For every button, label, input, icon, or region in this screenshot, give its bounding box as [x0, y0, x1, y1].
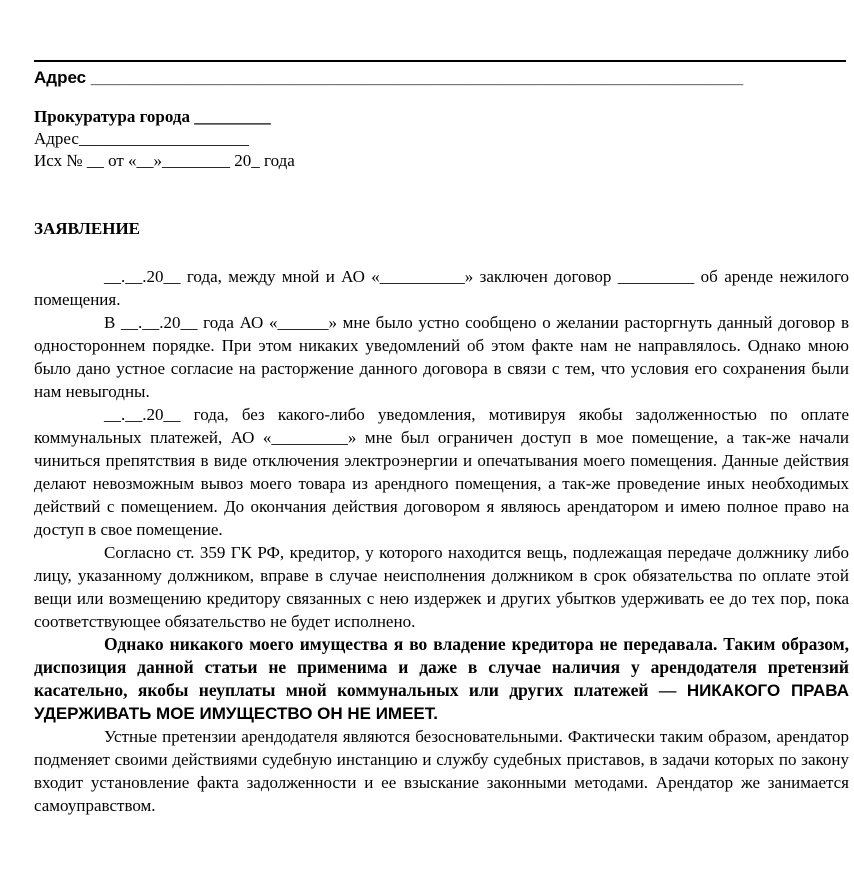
document-body [34, 265, 849, 817]
sender-address-line: Адрес _____________________________________________________________________ [34, 68, 744, 87]
paragraph-2: В __.__.20__ года АО «______» мне было устно сообщено о желании расторгнуть данный договор в одностороннем порядке. При этом никаких уведомлений об этом факте нам не направлялось. Однако мною было дано устное согласие на расторжение данного договора в связи с тем, что условия его сохранения были нам невыгодны. [34, 313, 849, 401]
bold-paragraph-text: Однако никакого моего имущества я во владение кредитора не передавала. Таким образом, диспозиция данной статьи не применима и даже в случае наличия у арендодателя претензий касательно, якобы неуплаты мной коммунальных или других платежей — [34, 634, 849, 700]
recipient-name: Прокуратура города _________ [34, 107, 271, 126]
document-title: ЗАЯВЛЕНИЕ [34, 219, 141, 238]
paragraph-1: __.__.20__ года, между мной и АО «__________» заключен договор _________ об аренде нежилого помещения. [34, 267, 849, 309]
paragraph-final: Устные претензии арендодателя являются безосновательными. Фактически таким образом, арендатор подменяет своими действиями судебную инстанцию и службу судебных приставов, в задачи которых по закону входит установление факта задолженности и ее взыскание законными методами. Арендатор же занимается самоуправством. [34, 727, 849, 815]
recipient-block [34, 106, 849, 172]
paragraph-3: __.__.20__ года, без какого-либо уведомления, мотивируя якобы задолженностью по оплате коммунальных платежей, АО «_________» мне был ограничен доступ в мое помещение, а так-же начали чиниться препятствия в виде отключения электроэнергии и опечатывания моего помещения. Данные действия делают невозможным вывоз моего товара из арендного помещения, а так-же проведение иных необходимых действий с помещением. До окончания действия договором я являюсь арендатором и имею полное право на доступ в свое помещение. [34, 405, 849, 539]
paragraph-4: Согласно ст. 359 ГК РФ, кредитор, у которого находится вещь, подлежащая передаче должнику либо лицу, указанному должником, вправе в случае неисполнения должником в срок обязательства по оплате этой вещи или возмещению кредитору связанных с нею издержек и других убытков удерживать ее до тех пор, пока соответствующее обязательство не будет исполнено. [34, 543, 849, 631]
outgoing-reference: Исх № __ от «__»________ 20_ года [34, 151, 295, 170]
paragraph-bold [34, 633, 849, 725]
bold-paragraph-emphasis: НИКАКОГО ПРАВА УДЕРЖИВАТЬ МОЕ ИМУЩЕСТВО ОН НЕ ИМЕЕТ. [34, 681, 850, 723]
top-rule [34, 60, 846, 62]
recipient-address: Адрес____________________ [34, 129, 249, 148]
